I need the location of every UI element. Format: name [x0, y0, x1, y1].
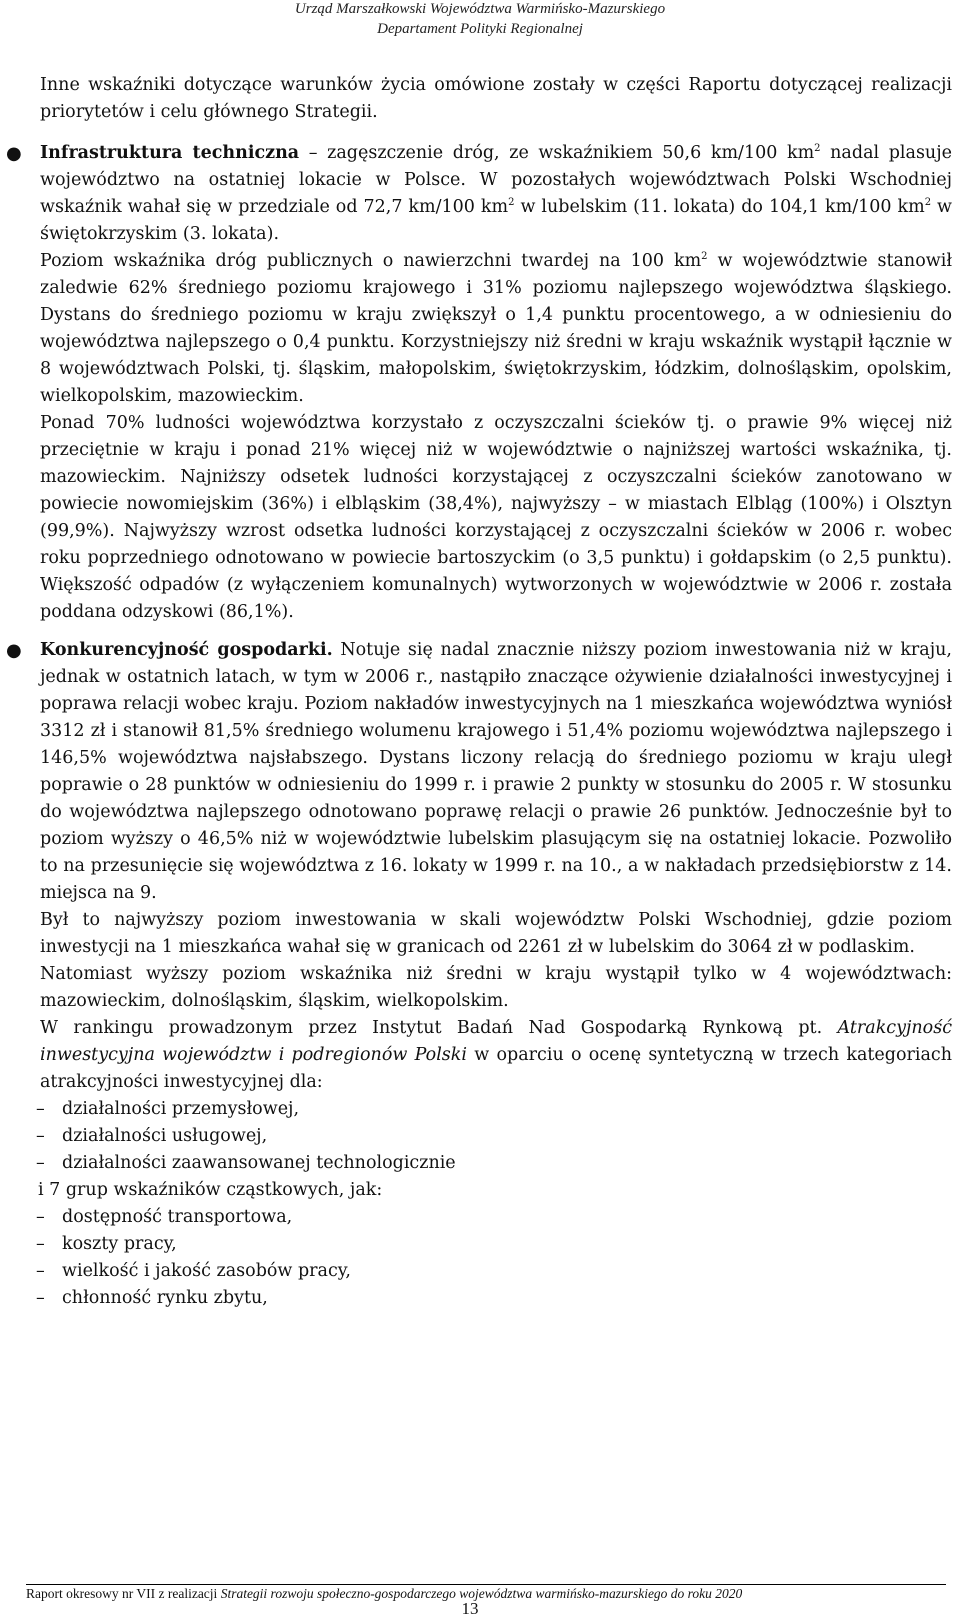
groups-intro: i 7 grup wskaźników cząstkowych, jak:: [38, 1180, 383, 1200]
infra-paragraph-3: Ponad 70% ludności województwa korzystało z oczyszczalni ścieków tj. o prawie 9% więcej niż przeciętnie w kraju i ponad 21% więcej niż w województwie o najniższej wartości wskaźnika, tj. mazowieckim. Najniższy odsetek ludności korzystającej z oczyszczalni ścieków zanotowano w powiecie nowomiejskim (36%) i elbląskim (38,4%), najwyższy – w miastach Elbląg (100%) i Olsztyn (99,9%). Najwyższy wzrost odsetka ludności korzystającej z oczyszczalni ścieków w 2006 r. wobec roku poprzedniego odnotowano w powiecie bartoszyckim (o 3,5 punktu) i gołdapskim (o 2,5 punktu). Większość odpadów (z wyłączeniem komunalnych) wytworzonych w województwie w 2006 r. została poddana odzyskowi (86,1%).: [40, 413, 952, 622]
konk-text: w oparciu o ocenę syntetyczną w trzech kategoriach atrakcyjności inwestycyjnej dla:: [40, 1045, 952, 1092]
list-item: [0, 1150, 952, 1177]
list-item: [0, 1258, 952, 1285]
list-item: [0, 1123, 952, 1150]
section-infrastructure: [6, 140, 953, 626]
infra-title: Infrastruktura techniczna: [40, 143, 300, 163]
list-item: [0, 1204, 952, 1231]
superscript: 2: [508, 197, 515, 208]
superscript: 2: [814, 143, 821, 154]
konk-text: Notuje się nadal znacznie niższy poziom inwestowania niż w kraju, jednak w ostatnich latach, w tym w 2006 r., nastąpiło znaczące ożywienie działalności inwestycyjnej i poprawa relacji wobec kraju. Poziom nakładów inwestycyjnych na 1 mieszkańca województwa wyniósł 3312 zł i stanowił 81,5% średniego wolumenu krajowego i 51,4% poziomu województwa najlepszego i 146,5% województwa najsłabszego. Dystans liczony relacją do średniego poziomu w kraju uległ poprawie o 28 punktów w odniesieniu do 1999 r. i prawie 2 punkty w stosunku do 2005 r. W stosunku do województwa najlepszego odnotowano poprawę relacji o prawie 26 punktów. Jednocześnie był to poziom wyższy o 46,5% niż w województwie lubelskim plasującym się na ostatniej lokacie. Pozwoliło to na przesunięcie się województwa z 16. lokaty w 1999 r. na 10., a w nakładach przedsiębiorstw z 14. miejsca na 9.: [40, 640, 952, 903]
footer-strategy-title: Strategii rozwoju społeczno-gospodarczego województwa warmińsko-mazurskiego do roku 2020: [220, 1586, 743, 1601]
page-number: 13: [461, 1599, 479, 1618]
dash-icon: –: [36, 1207, 45, 1227]
ranking-title: Atrakcyjność inwestycyjna województw i podregionów Polski: [40, 1018, 952, 1065]
footer-label: Raport okresowy nr VII z realizacji: [26, 1586, 221, 1601]
dash-icon: –: [36, 1288, 45, 1308]
infra-paragraph-2: [40, 248, 952, 410]
list-item: [0, 1285, 952, 1312]
dash-icon: –: [36, 1234, 45, 1254]
infra-text: w świętokrzyskim (3. lokata).: [40, 197, 953, 244]
dash-icon: –: [36, 1126, 45, 1146]
list-item-label: działalności zaawansowanej technologicznie: [62, 1153, 456, 1173]
konk-paragraph-4: [40, 1015, 952, 1096]
konk-text: W rankingu prowadzonym przez Instytut Badań Nad Gospodarką Rynkową pt.: [40, 1018, 838, 1038]
header-institution: Urząd Marszałkowski Województwa Warmińsko-Mazurskiego: [294, 1, 666, 17]
konk-paragraph-3: Natomiast wyższy poziom wskaźnika niż średni w kraju wystąpił tylko w 4 województwach: mazowieckim, dolnośląskim, śląskim, wielkopolskim.: [40, 964, 952, 1011]
superscript: 2: [924, 197, 932, 208]
document-body: [6, 72, 953, 1312]
dash-icon: –: [36, 1153, 45, 1173]
list-item-label: działalności przemysłowej,: [62, 1099, 300, 1119]
list-item-label: wielkość i jakość zasobów pracy,: [62, 1261, 351, 1281]
header-department: Departament Polityki Regionalnej: [377, 21, 583, 37]
infra-paragraph-1: [40, 140, 952, 248]
superscript: 2: [701, 251, 708, 262]
infra-text: w lubelskim (11. lokata) do 104,1 km/100 km: [514, 197, 925, 217]
list-item: [0, 1231, 952, 1258]
infra-text: w województwie stanowił zaledwie 62% średniego poziomu krajowego i 31% poziomu najlepszego województwa śląskiego. Dystans do średniego poziomu w kraju zwiększył o 1,4 punktu procentowego, a w odniesieniu do województwa najlepszego o 0,4 punktu. Korzystniejszy niż średni w kraju wskaźnik wystąpił łącznie w 8 województwach Polski, tj. śląskim, małopolskim, świętokrzyskim, łódzkim, dolnośląskim, opolskim, wielkopolskim, mazowieckim.: [40, 251, 952, 406]
list-item-label: chłonność rynku zbytu,: [62, 1288, 268, 1308]
infra-text: nadal plasuje województwo na ostatniej lokacie w Polsce. W pozostałych województwach Polski Wschodniej wskaźnik wahał się w przedziale od 72,7 km/100 km: [40, 143, 952, 217]
konk-paragraph-2: Był to najwyższy poziom inwestowania w skali województw Polski Wschodniej, gdzie poziom inwestycji na 1 mieszkańca wahał się w granicach od 2261 zł w lubelskim do 3064 zł w podlaskim.: [40, 910, 952, 957]
bullet-icon: ●: [6, 143, 22, 164]
list-item: [0, 1096, 952, 1123]
indicator-list: [0, 1204, 952, 1312]
infra-text: – zagęszczenie dróg, ze wskaźnikiem 50,6 km/100 km: [299, 143, 815, 163]
infra-text: Poziom wskaźnika dróg publicznych o nawierzchni twardej na 100 km: [40, 251, 702, 271]
konk-paragraph-1: [40, 637, 952, 907]
list-item-label: działalności usługowej,: [62, 1126, 268, 1146]
footer-divider: [26, 1584, 946, 1585]
category-list: [0, 1096, 952, 1177]
list-item-label: koszty pracy,: [62, 1234, 177, 1254]
dash-icon: –: [36, 1099, 45, 1119]
konk-title: Konkurencyjność gospodarki.: [40, 640, 333, 660]
bullet-icon: ●: [6, 640, 22, 661]
section-competitiveness: [6, 637, 952, 1096]
list-item-label: dostępność transportowa,: [62, 1207, 293, 1227]
intro-paragraph: Inne wskaźniki dotyczące warunków życia omówione zostały w części Raportu dotyczącej realizacji priorytetów i celu głównego Strategii.: [40, 75, 952, 122]
dash-icon: –: [36, 1261, 45, 1281]
